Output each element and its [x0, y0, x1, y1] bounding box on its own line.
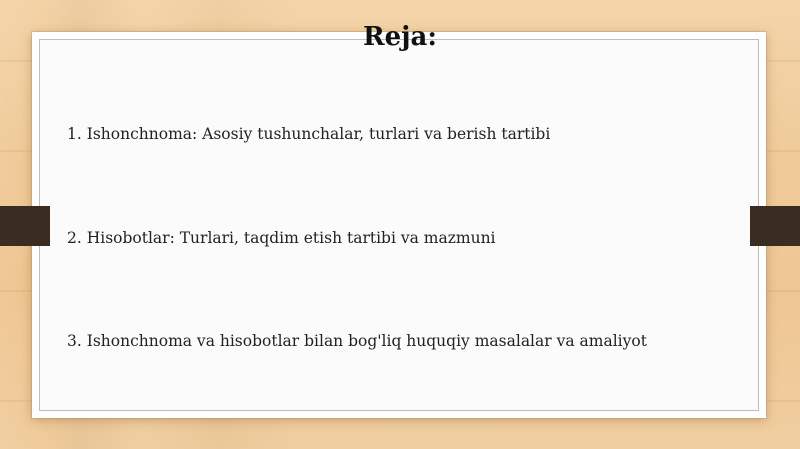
left-tab-decoration [0, 206, 50, 246]
right-tab-decoration [750, 206, 800, 246]
plan-item-1: 1. Ishonchnoma: Asosiy tushunchalar, turlari va berish tartibi [67, 125, 551, 143]
plan-item-2: 2. Hisobotlar: Turlari, taqdim etish tartibi va mazmuni [67, 229, 496, 247]
plan-item-3: 3. Ishonchnoma va hisobotlar bilan bog'liq huquqiy masalalar va amaliyot [67, 332, 647, 350]
slide-card-border [39, 39, 759, 411]
slide-card [32, 32, 766, 418]
slide-title: Reja: [362, 22, 437, 52]
